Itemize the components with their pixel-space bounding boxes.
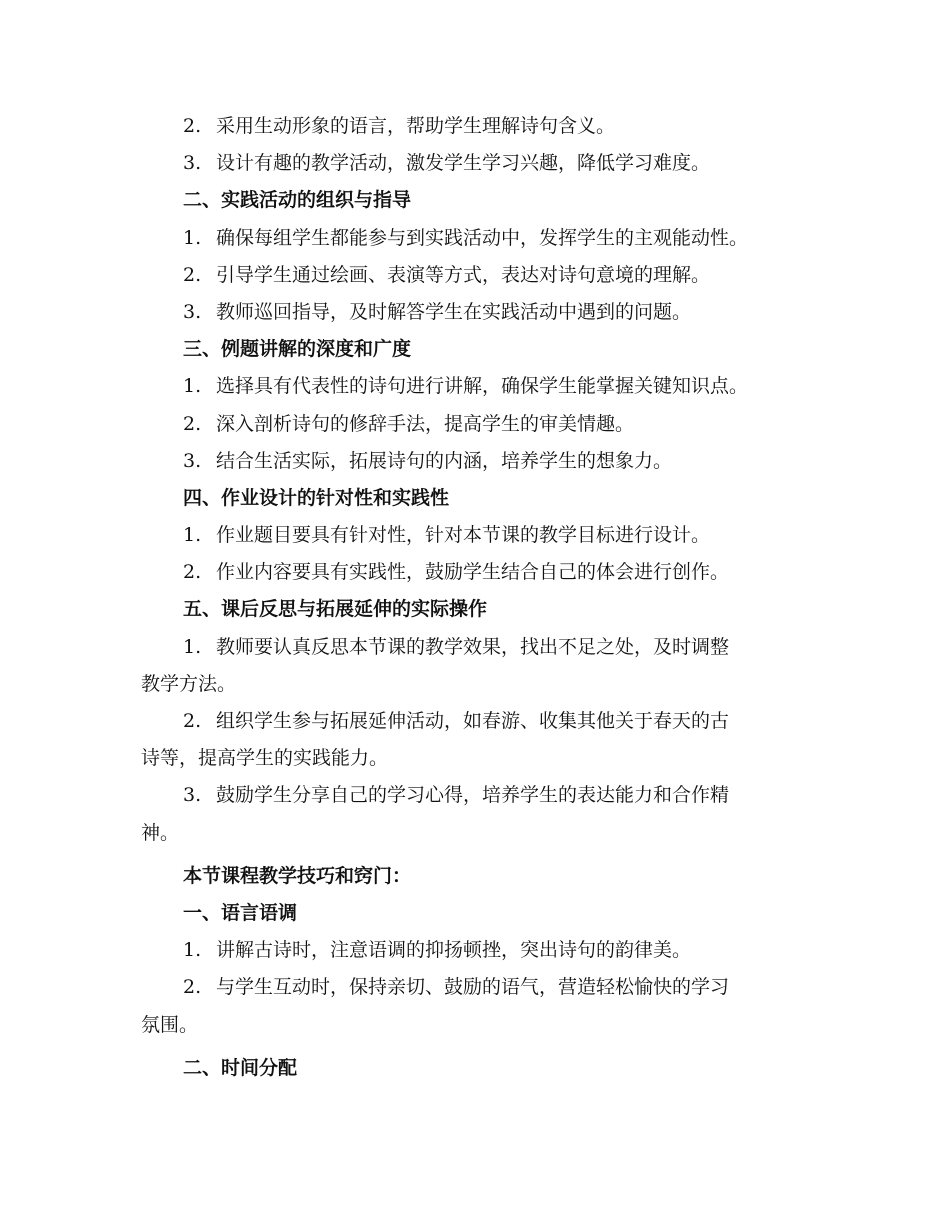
section-heading: 四、作业设计的针对性和实践性 xyxy=(183,486,450,509)
item-text: 教师巡回指导，及时解答学生在实践活动中遇到的问题。 xyxy=(216,300,692,323)
item-number: 2. xyxy=(183,710,202,732)
list-item xyxy=(141,777,811,814)
list-item xyxy=(141,443,811,480)
list-item xyxy=(141,257,811,294)
section-title: 本节课程教学技巧和窍门： xyxy=(183,864,412,887)
item-number: 2. xyxy=(183,263,202,286)
item-text: 深入剖析诗句的修辞手法，提高学生的审美情趣。 xyxy=(216,412,635,435)
item-number: 2. xyxy=(183,115,202,137)
list-item xyxy=(141,108,811,145)
item-number: 3. xyxy=(183,300,202,323)
section-heading: 三、例题讲解的深度和广度 xyxy=(183,338,412,361)
list-item xyxy=(141,932,811,969)
item-text: 设计有趣的教学活动，激发学生学习兴趣，降低学习难度。 xyxy=(216,152,711,175)
item-text: 作业题目要具有针对性，针对本节课的教学目标进行设计。 xyxy=(216,524,711,547)
item-text: 结合生活实际，拓展诗句的内涵，培养学生的想象力。 xyxy=(216,449,673,472)
section-heading: 二、时间分配 xyxy=(183,1056,298,1079)
item-text: 讲解古诗时，注意语调的抑扬顿挫，突出诗句的韵律美。 xyxy=(216,939,692,962)
list-item xyxy=(141,969,811,1006)
list-item-continuation: 氛围。 xyxy=(141,1013,199,1036)
section-heading: 五、课后反思与拓展延伸的实际操作 xyxy=(183,598,488,621)
list-item-continuation: 诗等，提高学生的实践能力。 xyxy=(141,747,389,770)
list-item xyxy=(141,554,811,591)
list-item xyxy=(141,517,811,554)
item-text: 作业内容要具有实践性，鼓励学生结合自己的体会进行创作。 xyxy=(216,561,730,584)
list-item xyxy=(141,629,811,666)
item-text: 组织学生参与拓展延伸活动，如春游、收集其他关于春天的古 xyxy=(216,710,730,732)
item-text: 鼓励学生分享自己的学习心得，培养学生的表达能力和合作精 xyxy=(216,784,730,807)
list-item xyxy=(141,145,811,182)
item-number: 3. xyxy=(183,784,202,807)
item-number: 1. xyxy=(183,375,202,398)
list-item xyxy=(141,368,811,405)
list-item xyxy=(141,703,811,740)
item-text: 引导学生通过绘画、表演等方式，表达对诗句意境的理解。 xyxy=(216,263,711,286)
item-text: 与学生互动时，保持亲切、鼓励的语气，营造轻松愉快的学习 xyxy=(216,976,730,999)
item-text: 确保每组学生都能参与到实践活动中，发挥学生的主观能动性。 xyxy=(216,226,749,249)
section-heading: 一、语言语调 xyxy=(183,901,298,924)
item-number: 3. xyxy=(183,152,202,175)
item-number: 2. xyxy=(183,561,202,584)
list-item xyxy=(141,406,811,443)
item-number: 2. xyxy=(183,412,202,435)
list-item xyxy=(141,220,811,257)
item-text: 选择具有代表性的诗句进行讲解，确保学生能掌握关键知识点。 xyxy=(216,375,749,398)
list-item xyxy=(141,294,811,331)
item-number: 3. xyxy=(183,449,202,472)
item-number: 1. xyxy=(183,635,202,658)
list-item-continuation: 教学方法。 xyxy=(141,672,237,695)
section-heading: 二、实践活动的组织与指导 xyxy=(183,189,412,212)
item-text: 教师要认真反思本节课的教学效果，找出不足之处，及时调整 xyxy=(216,635,730,658)
document-body xyxy=(141,108,811,1087)
item-number: 2. xyxy=(183,976,202,999)
item-text: 采用生动形象的语言，帮助学生理解诗句含义。 xyxy=(216,115,616,137)
list-item-continuation: 神。 xyxy=(141,821,180,844)
item-number: 1. xyxy=(183,939,202,962)
item-number: 1. xyxy=(183,524,202,547)
item-number: 1. xyxy=(183,226,202,249)
